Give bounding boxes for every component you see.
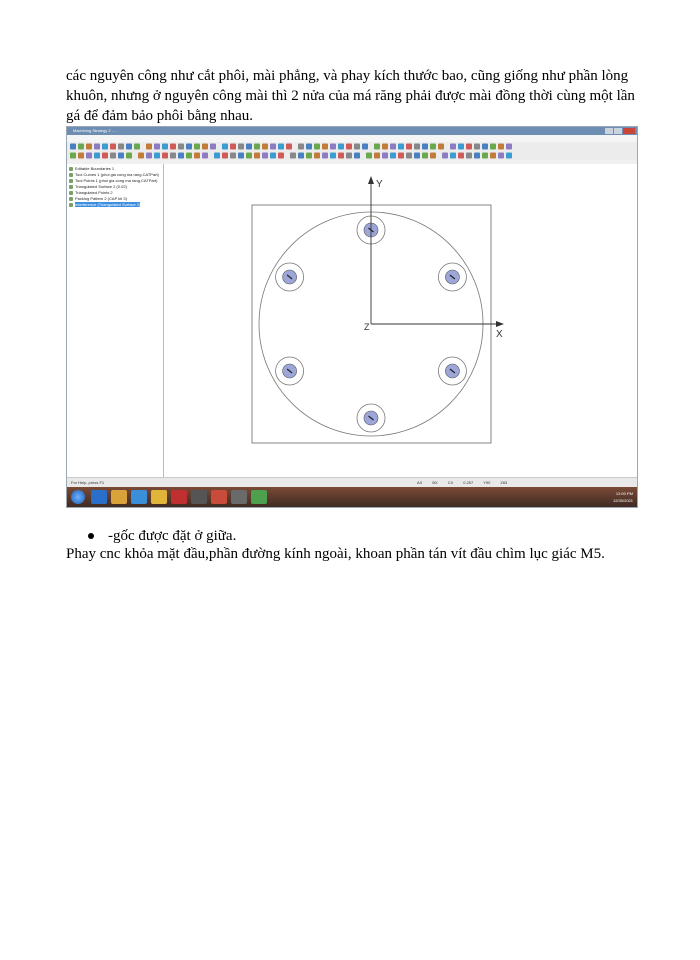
toolbar-button-icon[interactable] bbox=[78, 153, 84, 159]
toolbar-button-icon[interactable] bbox=[474, 153, 480, 159]
toolbar-button-icon[interactable] bbox=[202, 144, 208, 150]
toolbar-button-icon[interactable] bbox=[94, 144, 100, 150]
status-coordinates: AX BX CX 0.257 Y90 Z63 bbox=[417, 480, 508, 485]
toolbar-button-icon[interactable] bbox=[102, 144, 108, 150]
chrome-icon[interactable] bbox=[151, 490, 167, 504]
toolbar-button-icon[interactable] bbox=[262, 144, 268, 150]
tree-node-icon bbox=[69, 173, 73, 177]
tree-node-icon bbox=[69, 197, 73, 201]
toolbar-button-icon[interactable] bbox=[490, 144, 496, 150]
x-axis-arrow-icon bbox=[496, 321, 504, 327]
close-button[interactable] bbox=[623, 128, 635, 134]
toolbar-button-icon[interactable] bbox=[154, 144, 160, 150]
tree-item-selected[interactable]: Interference (Triangulated Surface 2) bbox=[69, 202, 140, 208]
ie-icon[interactable] bbox=[91, 490, 107, 504]
toolbar-button-icon[interactable] bbox=[202, 153, 208, 159]
toolbar-button-icon[interactable] bbox=[414, 144, 420, 150]
hole bbox=[438, 357, 466, 385]
toolbar-button-icon[interactable] bbox=[450, 144, 456, 150]
toolbar-button-icon[interactable] bbox=[406, 153, 412, 159]
toolbar-button-icon[interactable] bbox=[382, 153, 388, 159]
toolbar-button-icon[interactable] bbox=[126, 144, 132, 150]
toolbar-button-icon[interactable] bbox=[506, 144, 512, 150]
toolbar-button-icon[interactable] bbox=[126, 153, 132, 159]
toolbar-button-icon[interactable] bbox=[238, 144, 244, 150]
tree-node-icon bbox=[69, 191, 73, 195]
system-clock[interactable]: 12:00 PM 12/30/2021 bbox=[612, 491, 633, 503]
toolbar-button-icon[interactable] bbox=[262, 153, 268, 159]
paragraph-cnc: Phay cnc khỏa mặt đầu,phần đường kính ngoài, khoan phần tán vít đầu chìm lục giác M5. bbox=[66, 546, 605, 562]
toolbar-button-icon[interactable] bbox=[430, 153, 436, 159]
toolbar-button-icon[interactable] bbox=[298, 144, 304, 150]
y-axis-label: Y bbox=[376, 179, 383, 190]
toolbar-button-icon[interactable] bbox=[178, 144, 184, 150]
toolbar-button-icon[interactable] bbox=[366, 153, 372, 159]
toolbar-button-icon[interactable] bbox=[210, 144, 216, 150]
toolbar-button-icon[interactable] bbox=[154, 153, 160, 159]
toolbar-button-icon[interactable] bbox=[398, 144, 404, 150]
window-title: Machining Strategy 2 - ... bbox=[73, 128, 118, 133]
toolbar-button-icon[interactable] bbox=[254, 153, 260, 159]
toolbar-button-icon[interactable] bbox=[86, 153, 92, 159]
toolbar-button-icon[interactable] bbox=[170, 153, 176, 159]
x-axis-label: X bbox=[496, 329, 503, 340]
toolbar-button-icon[interactable] bbox=[314, 144, 320, 150]
start-button-icon[interactable] bbox=[71, 490, 85, 504]
toolbar-button-icon[interactable] bbox=[254, 144, 260, 150]
toolbar-button-icon[interactable] bbox=[138, 153, 144, 159]
toolbar-button-icon[interactable] bbox=[490, 153, 496, 159]
windows-taskbar bbox=[67, 487, 637, 507]
toolbar-button-icon[interactable] bbox=[314, 153, 320, 159]
toolbar-button-icon[interactable] bbox=[246, 144, 252, 150]
toolbar-button-icon[interactable] bbox=[94, 153, 100, 159]
viewport-drawing bbox=[164, 164, 637, 477]
toolbar-button-icon[interactable] bbox=[78, 144, 84, 150]
toolbar-button-icon[interactable] bbox=[330, 153, 336, 159]
toolbar-button-icon[interactable] bbox=[110, 153, 116, 159]
toolbar-second bbox=[67, 151, 637, 160]
toolbar-button-icon[interactable] bbox=[70, 153, 76, 159]
toolbar-button-icon[interactable] bbox=[474, 144, 480, 150]
toolbar-button-icon[interactable] bbox=[246, 153, 252, 159]
toolbar-button-icon[interactable] bbox=[222, 153, 228, 159]
toolbar-button-icon[interactable] bbox=[290, 153, 296, 159]
tree-item[interactable]: Packing Pattern 2 (CAP kit 3) bbox=[69, 196, 127, 202]
toolbar-button-icon[interactable] bbox=[70, 144, 76, 150]
tree-item[interactable]: Editable Boundaries 1 bbox=[69, 166, 114, 172]
toolbar-button-icon[interactable] bbox=[422, 144, 428, 150]
maximize-button[interactable] bbox=[614, 128, 622, 134]
toolbar-button-icon[interactable] bbox=[146, 153, 152, 159]
paragraph-intro: các nguyên công như cắt phôi, mài phẳng, và phay kích thước bao, cũng giống như phần lòng khuôn, nhưng ở nguyên công mài thì 2 nửa của má răng phải được mài đồng thời cùng một lần gá để đảm bảo phôi bằng nhau. bbox=[66, 68, 635, 124]
toolbar-button-icon[interactable] bbox=[110, 144, 116, 150]
toolbar-button-icon[interactable] bbox=[422, 153, 428, 159]
app-icon[interactable] bbox=[251, 490, 267, 504]
toolbar-button-icon[interactable] bbox=[186, 153, 192, 159]
media-icon[interactable] bbox=[131, 490, 147, 504]
toolbar-button-icon[interactable] bbox=[498, 144, 504, 150]
toolbar-button-icon[interactable] bbox=[498, 153, 504, 159]
z-axis-label: Z bbox=[364, 322, 370, 332]
toolbar-button-icon[interactable] bbox=[118, 153, 124, 159]
toolbar-button-icon[interactable] bbox=[506, 153, 512, 159]
toolbar-button-icon[interactable] bbox=[338, 144, 344, 150]
toolbar-button-icon[interactable] bbox=[322, 153, 328, 159]
toolbar-button-icon[interactable] bbox=[398, 153, 404, 159]
toolbar-button-icon[interactable] bbox=[278, 153, 284, 159]
toolbar-button-icon[interactable] bbox=[354, 153, 360, 159]
toolbar-button-icon[interactable] bbox=[214, 153, 220, 159]
toolbar-button-icon[interactable] bbox=[146, 144, 152, 150]
toolbar-button-icon[interactable] bbox=[278, 144, 284, 150]
toolbar-button-icon[interactable] bbox=[346, 153, 352, 159]
app-icon[interactable] bbox=[231, 490, 247, 504]
toolbar-button-icon[interactable] bbox=[306, 153, 312, 159]
toolbar-button-icon[interactable] bbox=[482, 153, 488, 159]
toolbar-button-icon[interactable] bbox=[346, 144, 352, 150]
toolbar-button-icon[interactable] bbox=[102, 153, 108, 159]
tree-item[interactable]: Tool Points 1 (phoi gia cong ma rang.CATPart) bbox=[69, 178, 157, 184]
tree-item[interactable]: Tool Curves 1 (phoi gia cong ma rang.CATPart) bbox=[69, 172, 159, 178]
toolbar-button-icon[interactable] bbox=[374, 144, 380, 150]
3d-viewport[interactable] bbox=[164, 164, 637, 477]
object-tree-panel bbox=[67, 164, 164, 477]
toolbar-button-icon[interactable] bbox=[406, 144, 412, 150]
toolbar-button-icon[interactable] bbox=[194, 144, 200, 150]
folder-icon[interactable] bbox=[111, 490, 127, 504]
toolbar-button-icon[interactable] bbox=[170, 144, 176, 150]
toolbar-button-icon[interactable] bbox=[194, 153, 200, 159]
toolbar-button-icon[interactable] bbox=[86, 144, 92, 150]
toolbar-button-icon[interactable] bbox=[322, 144, 328, 150]
status-help-text: For Help, press F1 bbox=[71, 480, 105, 485]
toolbar-button-icon[interactable] bbox=[458, 153, 464, 159]
toolbar-button-icon[interactable] bbox=[134, 144, 140, 150]
toolbar-button-icon[interactable] bbox=[382, 144, 388, 150]
toolbar-button-icon[interactable] bbox=[178, 153, 184, 159]
toolbar-button-icon[interactable] bbox=[286, 144, 292, 150]
toolbar-button-icon[interactable] bbox=[270, 144, 276, 150]
hole bbox=[357, 404, 385, 432]
toolbar-button-icon[interactable] bbox=[482, 144, 488, 150]
toolbar-button-icon[interactable] bbox=[430, 144, 436, 150]
toolbar-button-icon[interactable] bbox=[222, 144, 228, 150]
toolbar-button-icon[interactable] bbox=[450, 153, 456, 159]
tree-node-icon bbox=[69, 185, 73, 189]
toolbar-button-icon[interactable] bbox=[414, 153, 420, 159]
toolbar-button-icon[interactable] bbox=[306, 144, 312, 150]
toolbar-button-icon[interactable] bbox=[118, 144, 124, 150]
toolbar-button-icon[interactable] bbox=[162, 144, 168, 150]
toolbar-button-icon[interactable] bbox=[466, 144, 472, 150]
tree-node-icon bbox=[69, 167, 73, 171]
hole bbox=[438, 263, 466, 291]
tree-node-icon bbox=[69, 179, 73, 183]
toolbar-button-icon[interactable] bbox=[442, 153, 448, 159]
bullet-item bbox=[88, 526, 236, 546]
app-icon[interactable] bbox=[191, 490, 207, 504]
tree-item[interactable]: Triangulated Points 2 bbox=[69, 190, 113, 196]
hole bbox=[276, 263, 304, 291]
toolbar-top bbox=[67, 142, 637, 151]
toolbar-button-icon[interactable] bbox=[362, 144, 368, 150]
toolbar-button-icon[interactable] bbox=[230, 144, 236, 150]
toolbar-button-icon[interactable] bbox=[186, 144, 192, 150]
toolbar-button-icon[interactable] bbox=[458, 144, 464, 150]
bullet-text: -gốc được đặt ở giữa. bbox=[108, 528, 237, 544]
toolbar-button-icon[interactable] bbox=[338, 153, 344, 159]
window-titlebar bbox=[67, 127, 637, 135]
bullet-dot-icon bbox=[88, 533, 94, 539]
toolbar-button-icon[interactable] bbox=[390, 153, 396, 159]
toolbar-button-icon[interactable] bbox=[162, 153, 168, 159]
app-icon[interactable] bbox=[211, 490, 227, 504]
toolbar-button-icon[interactable] bbox=[438, 144, 444, 150]
toolbar-button-icon[interactable] bbox=[354, 144, 360, 150]
minimize-button[interactable] bbox=[605, 128, 613, 134]
opera-icon[interactable] bbox=[171, 490, 187, 504]
tree-node-icon bbox=[69, 203, 73, 207]
hole bbox=[276, 357, 304, 385]
y-axis-arrow-icon bbox=[368, 176, 374, 184]
toolbar-button-icon[interactable] bbox=[238, 153, 244, 159]
toolbar-button-icon[interactable] bbox=[466, 153, 472, 159]
toolbar-button-icon[interactable] bbox=[230, 153, 236, 159]
toolbar-button-icon[interactable] bbox=[270, 153, 276, 159]
toolbar-button-icon[interactable] bbox=[390, 144, 396, 150]
cam-software-screenshot bbox=[66, 126, 638, 508]
toolbar-button-icon[interactable] bbox=[374, 153, 380, 159]
toolbar-button-icon[interactable] bbox=[298, 153, 304, 159]
toolbar-button-icon[interactable] bbox=[330, 144, 336, 150]
tree-item[interactable]: Triangulated Surface 2 (0.02) bbox=[69, 184, 127, 190]
